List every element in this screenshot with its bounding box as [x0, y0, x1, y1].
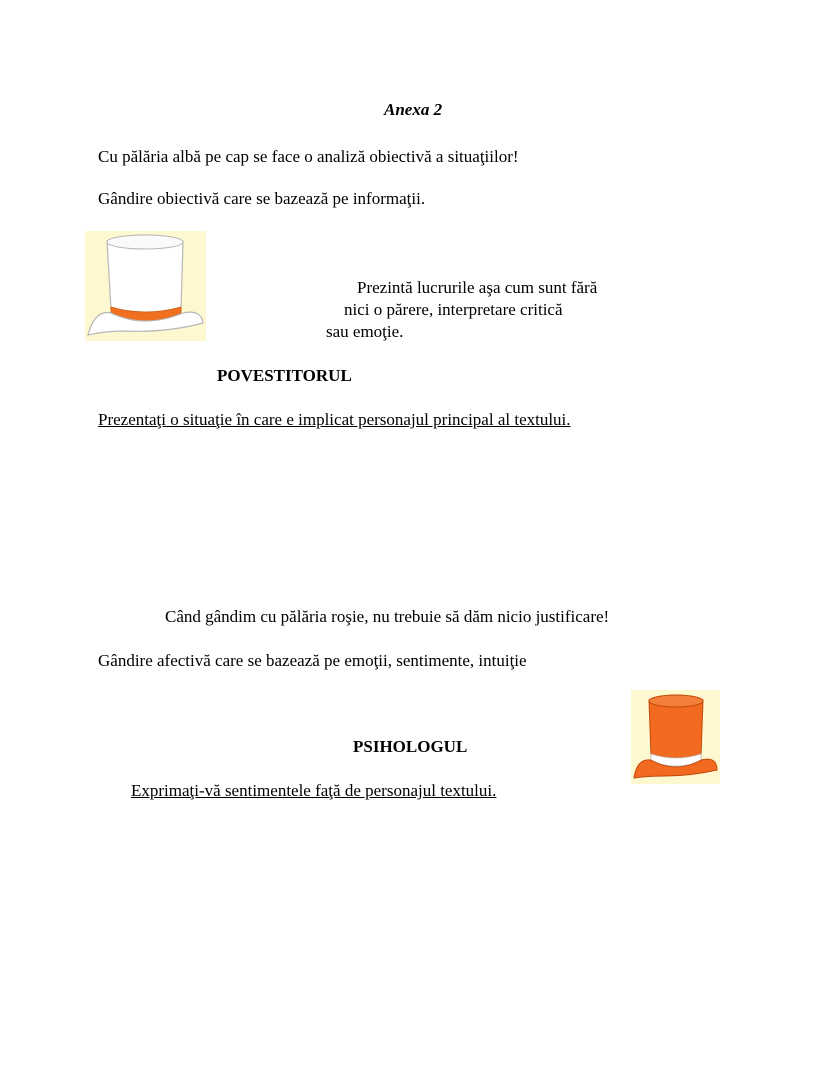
page-title: Anexa 2: [384, 100, 443, 119]
red-hat-task: Exprimaţi-vă sentimentele faţă de personajul textului.: [131, 781, 497, 800]
white-hat-icon: [85, 231, 206, 341]
red-hat-role: PSIHOLOGUL: [353, 737, 468, 756]
white-hat-desc-line3: sau emoţie.: [326, 322, 404, 341]
red-hat-intro: Când gândim cu pălăria roşie, nu trebuie să dăm nicio justificare!: [165, 607, 610, 626]
red-hat-thinking: Gândire afectivă care se bazează pe emoţii, sentimente, intuiţie: [98, 651, 527, 670]
white-hat-thinking: Gândire obiectivă care se bazează pe informaţii.: [98, 189, 426, 208]
white-hat-task: Prezentaţi o situaţie în care e implicat personajul principal al textului.: [98, 410, 571, 429]
white-hat-role: POVESTITORUL: [217, 366, 352, 385]
red-hat-icon: [631, 690, 720, 784]
white-hat-desc-line1: Prezintă lucrurile aşa cum sunt fără: [357, 278, 598, 297]
white-hat-intro: Cu pălăria albă pe cap se face o analiză obiectivă a situaţiilor!: [98, 147, 519, 166]
white-hat-desc-line2: nici o părere, interpretare critică: [344, 300, 563, 319]
